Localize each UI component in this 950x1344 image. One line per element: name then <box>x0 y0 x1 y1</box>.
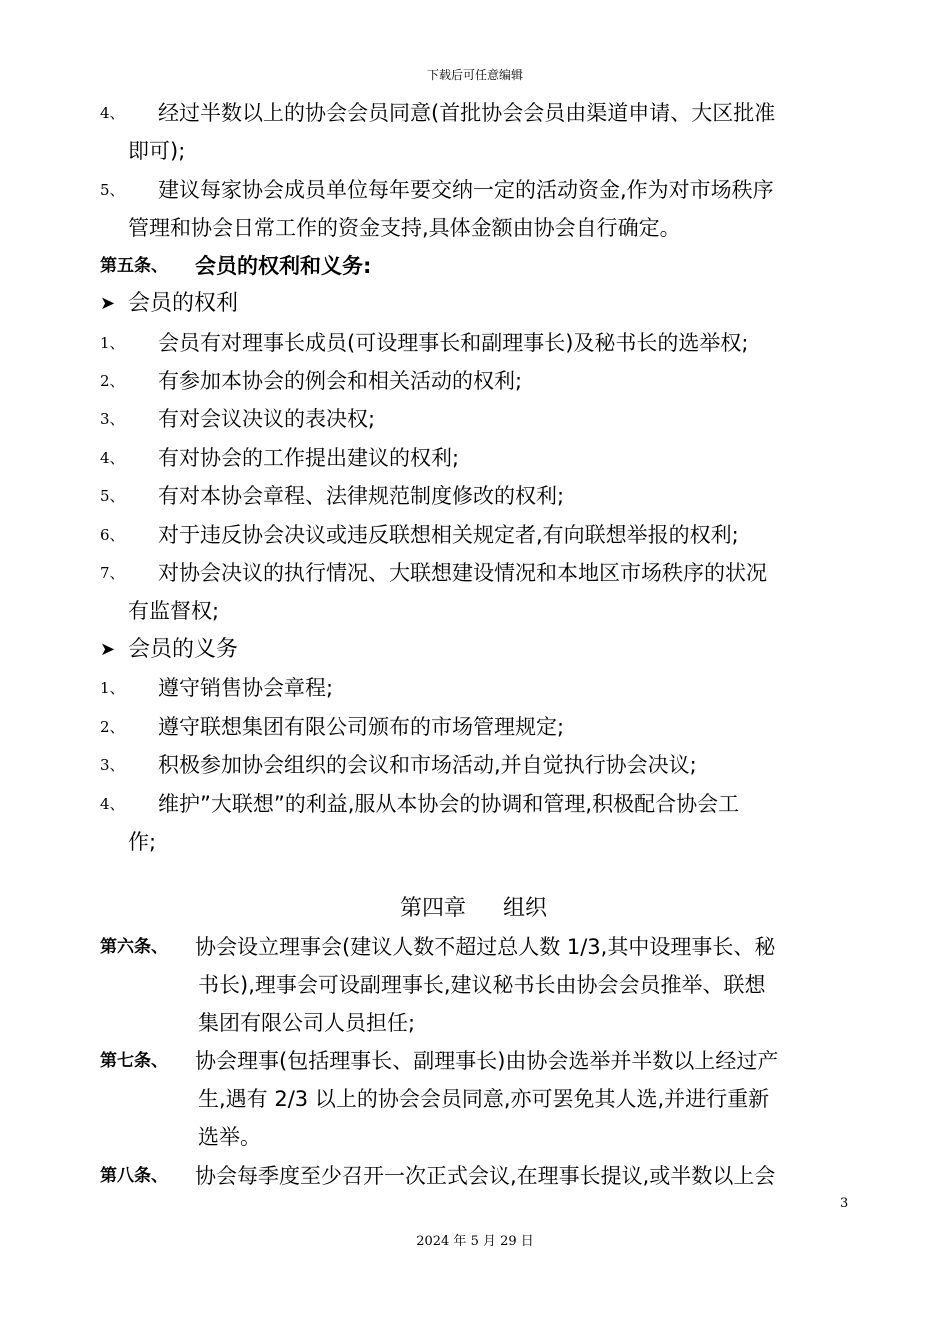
item-number: 2、 <box>100 718 125 736</box>
item-number: 4、 <box>100 795 125 813</box>
arrowhead-bullet-icon: ➤ <box>100 293 116 314</box>
item-text: 维护”大联想”的利益,服从本协会的协调和管理,积极配合协会工 <box>158 792 740 816</box>
item-number: 4、 <box>100 104 125 122</box>
item-text: 有对协会的工作提出建议的权利; <box>158 446 460 470</box>
list-item <box>0 746 950 784</box>
article-five <box>0 247 950 285</box>
chapter-number: 第四章 <box>400 896 467 921</box>
item-number: 3、 <box>100 410 125 428</box>
article-seven-cont <box>0 1118 950 1156</box>
item-text-cont: 即可); <box>128 139 186 163</box>
item-number: 2、 <box>100 372 125 390</box>
item-text: 对协会决议的执行情况、大联想建设情况和本地区市场秩序的状况 <box>158 561 767 585</box>
article-label: 第六条、 <box>100 937 168 957</box>
item-number: 4、 <box>100 449 125 467</box>
item-number: 5、 <box>100 181 125 199</box>
list-item <box>0 669 950 707</box>
article-text: 协会理事(包括理事长、副理事长)由协会选举并半数以上经过产 <box>195 1049 779 1073</box>
chapter-title: 组织 <box>503 896 548 921</box>
rights-heading-row <box>0 285 950 323</box>
item-number: 3、 <box>100 756 125 774</box>
article-eight <box>0 1157 950 1195</box>
list-item <box>0 171 950 209</box>
list-item <box>0 554 950 592</box>
item-text: 对于违反协会决议或违反联想相关规定者,有向联想举报的权利; <box>158 523 739 547</box>
list-item <box>0 400 950 438</box>
item-number: 7、 <box>100 564 125 582</box>
list-item <box>0 94 950 132</box>
item-text: 遵守销售协会章程; <box>158 676 334 700</box>
article-text-cont: 集团有限公司人员担任; <box>198 1011 416 1035</box>
item-text: 有对本协会章程、法律规范制度修改的权利; <box>158 484 565 508</box>
item-number: 1、 <box>100 679 125 697</box>
article-text: 协会每季度至少召开一次正式会议,在理事长提议,或半数以上会 <box>195 1164 776 1188</box>
article-label: 第五条、 <box>100 256 168 276</box>
article-text-cont: 生,遇有 2/3 以上的协会会员同意,亦可罢免其人选,并进行重新 <box>198 1087 770 1111</box>
article-text-cont: 书长),理事会可设副理事长,建议秘书长由协会会员推举、联想 <box>198 973 766 997</box>
article-seven-cont <box>0 1080 950 1118</box>
page-number: 3 <box>840 1196 849 1211</box>
list-item <box>0 516 950 554</box>
item-text-cont: 作; <box>128 830 157 854</box>
item-text: 积极参加协会组织的会议和市场活动,并自觉执行协会决议; <box>158 753 697 777</box>
article-label: 第七条、 <box>100 1051 168 1071</box>
page-header: 下载后可任意编辑 <box>426 68 523 82</box>
article-six-cont <box>0 1004 950 1042</box>
list-item-continuation <box>0 132 950 170</box>
chapter-heading <box>0 890 950 928</box>
item-number: 5、 <box>100 487 125 505</box>
list-item-continuation <box>0 592 950 630</box>
duties-heading: 会员的义务 <box>128 637 239 662</box>
article-seven <box>0 1042 950 1080</box>
article-text: 会员的权利和义务: <box>195 254 372 278</box>
list-item <box>0 324 950 362</box>
item-number: 1、 <box>100 334 125 352</box>
article-text: 协会设立理事会(建议人数不超过总人数 1/3,其中设理事长、秘 <box>195 935 776 959</box>
list-item <box>0 708 950 746</box>
article-six <box>0 928 950 966</box>
list-item <box>0 785 950 823</box>
article-six-cont <box>0 966 950 1004</box>
article-label: 第八条、 <box>100 1166 168 1186</box>
article-text-cont: 选举。 <box>198 1125 261 1149</box>
list-item-continuation <box>0 823 950 861</box>
item-text: 遵守联想集团有限公司颁布的市场管理规定; <box>158 715 565 739</box>
list-item-continuation <box>0 209 950 247</box>
list-item <box>0 477 950 515</box>
list-item <box>0 439 950 477</box>
item-text: 会员有对理事长成员(可设理事长和副理事长)及秘书长的选举权; <box>158 331 749 355</box>
item-text-cont: 管理和协会日常工作的资金支持,具体金额由协会自行确定。 <box>128 216 681 240</box>
item-text: 建议每家协会成员单位每年要交纳一定的活动资金,作为对市场秩序 <box>158 178 774 202</box>
item-number: 6、 <box>100 526 125 544</box>
item-text: 有参加本协会的例会和相关活动的权利; <box>158 369 523 393</box>
rights-heading: 会员的权利 <box>128 291 239 316</box>
footer-date: 2024 年 5 月 29 日 <box>416 1234 534 1249</box>
item-text-cont: 有监督权; <box>128 599 220 623</box>
item-text: 有对会议决议的表决权; <box>158 407 376 431</box>
item-text: 经过半数以上的协会会员同意(首批协会会员由渠道申请、大区批准 <box>158 101 776 125</box>
duties-heading-row <box>0 631 950 669</box>
arrowhead-bullet-icon: ➤ <box>100 639 116 660</box>
list-item <box>0 362 950 400</box>
